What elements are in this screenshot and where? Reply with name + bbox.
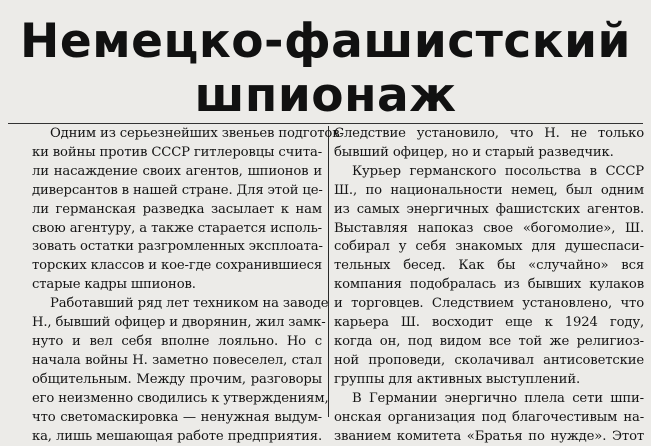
left-column-line: нуто и вел себя вполне лояльно. Но с [32, 333, 322, 352]
left-column-line: начала войны Н. заметно повеселел, стал [32, 352, 322, 371]
right-column-line: когда он, под видом все той же религиоз- [334, 333, 644, 352]
left-column-line: Работавший ряд лет техником на заводе [32, 295, 322, 314]
right-column-line: Курьер германского посольства в СССР [334, 163, 644, 182]
right-column-line: званием комитета «Братья по нужде». Этот [334, 428, 644, 446]
left-column-line: Одним из серьезнейших звеньев подготов- [32, 125, 322, 144]
right-column-line: ной проповеди, сколачивал антисоветские [334, 352, 644, 371]
right-column-line: компания подобралась из бывших кулаков [334, 276, 644, 295]
column-divider [328, 126, 329, 417]
left-column-line: ка, лишь мешающая работе предприятия. [32, 428, 322, 446]
right-column-line: карьера Ш. восходит еще к 1924 году, [334, 314, 644, 333]
right-column-line: группы для активных выступлений. [334, 371, 644, 390]
right-column-line: Выставляя напоказ свое «богомолие», Ш. [334, 220, 644, 239]
headline-line-2: шпионаж [0, 70, 651, 122]
right-column-line: тельных бесед. Как бы «случайно» вся [334, 257, 644, 276]
left-column-line: свою агентуру, а также старается исполь- [32, 220, 322, 239]
article-column-left [32, 125, 322, 446]
left-column-line: ки войны против СССР гитлеровцы счита- [32, 144, 322, 163]
headline-line-1: Немецко-фашистский [0, 16, 651, 68]
right-column-line: и торговцев. Следствием установлено, что [334, 295, 644, 314]
left-column-line: торских классов и кое-где сохранившиеся [32, 257, 322, 276]
right-column-line: бывший офицер, но и старый разведчик. [334, 144, 644, 163]
left-column-line: что светомаскировка — ненужная выдум- [32, 409, 322, 428]
left-column-line: ли насаждение своих агентов, шпионов и [32, 163, 322, 182]
right-column-line: Ш., по национальности немец, был одним [334, 182, 644, 201]
headline-rule [8, 123, 643, 124]
article-column-right [334, 125, 644, 446]
right-column-line: Следствие установило, что Н. не только [334, 125, 644, 144]
left-column-line: диверсантов в нашей стране. Для этой це- [32, 182, 322, 201]
right-column-line: из самых энергичных фашистских агентов. [334, 201, 644, 220]
left-column-line: общительным. Между прочим, разговоры [32, 371, 322, 390]
left-column-line: старые кадры шпионов. [32, 276, 322, 295]
left-column-line: зовать остатки разгромленных эксплоата- [32, 238, 322, 257]
right-column-line: собирал у себя знакомых для душеспаси- [334, 238, 644, 257]
left-column-line: Н., бывший офицер и дворянин, жил замк- [32, 314, 322, 333]
left-column-line: его неизменно сводились к утверждениям, [32, 390, 322, 409]
right-column-line: онская организация под благочестивым на- [334, 409, 644, 428]
left-column-line: ли германская разведка засылает к нам [32, 201, 322, 220]
right-column-line: В Германии энергично плела сети шпи- [334, 390, 644, 409]
